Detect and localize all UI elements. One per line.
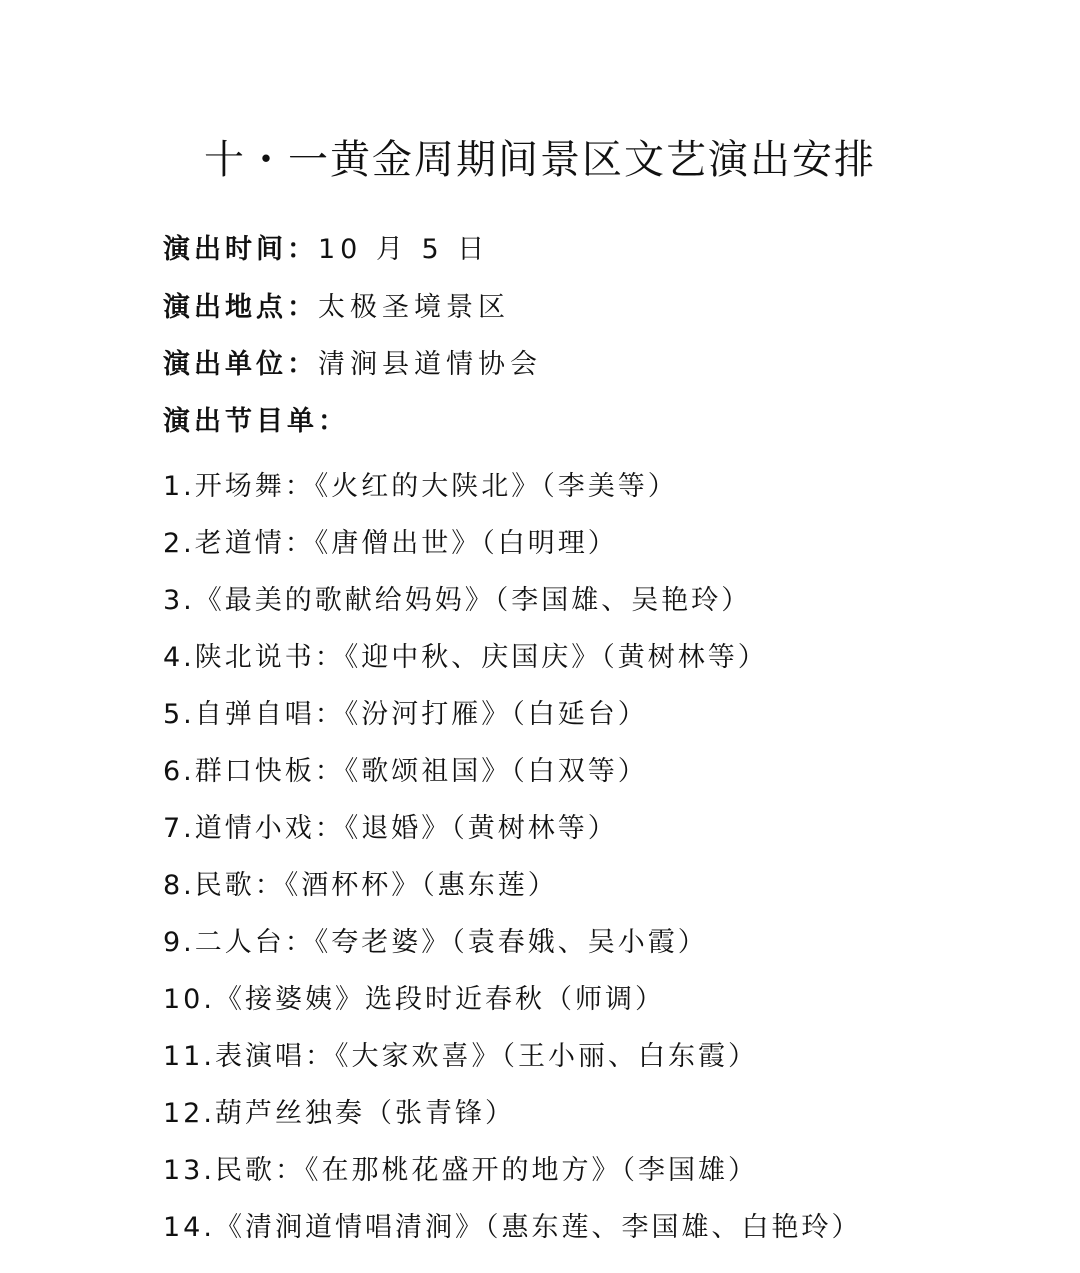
program-list-heading (163, 404, 349, 440)
document-title: 十・一黄金周期间景区文艺演出安排 (204, 137, 876, 183)
performance-location-line (163, 290, 510, 326)
program-item: 3.《最美的歌献给妈妈》（李国雄、吴艳玲） (163, 585, 752, 616)
program-item: 12.葫芦丝独奏（张青锋） (163, 1098, 515, 1129)
performance-time-label: 演出时间： (163, 234, 318, 265)
performance-unit-line (163, 347, 542, 383)
program-item: 9.二人台：《夸老婆》（袁春娥、吴小霞） (163, 927, 708, 958)
program-item: 8.民歌：《酒杯杯》（惠东莲） (163, 870, 558, 901)
performance-time-line (163, 232, 489, 268)
program-item: 2.老道情：《唐僧出世》（白明理） (163, 528, 618, 559)
performance-location-value: 太极圣境景区 (318, 292, 510, 323)
program-list (163, 458, 1043, 1256)
program-item: 4.陕北说书：《迎中秋、庆国庆》（黄树林等） (163, 642, 768, 673)
program-item: 1.开场舞：《火红的大陕北》（李美等） (163, 471, 678, 502)
program-item: 13.民歌：《在那桃花盛开的地方》（李国雄） (163, 1155, 758, 1186)
program-item: 14.《清涧道情唱清涧》（惠东莲、李国雄、白艳玲） (163, 1212, 862, 1243)
program-item: 11.表演唱：《大家欢喜》（王小丽、白东霞） (163, 1041, 758, 1072)
program-item: 5.自弹自唱：《汾河打雁》（白延台） (163, 699, 648, 730)
performance-location-label: 演出地点： (163, 292, 318, 323)
performance-unit-label: 演出单位： (163, 349, 318, 380)
program-list-label: 演出节目单： (163, 406, 349, 437)
performance-unit-value: 清涧县道情协会 (318, 349, 542, 380)
program-item: 10.《接婆姨》选段时近春秋（师调） (163, 984, 665, 1015)
program-item: 6.群口快板：《歌颂祖国》（白双等） (163, 756, 648, 787)
performance-time-value: 10 月 5 日 (318, 234, 490, 265)
program-item: 7.道情小戏：《退婚》（黄树林等） (163, 813, 618, 844)
